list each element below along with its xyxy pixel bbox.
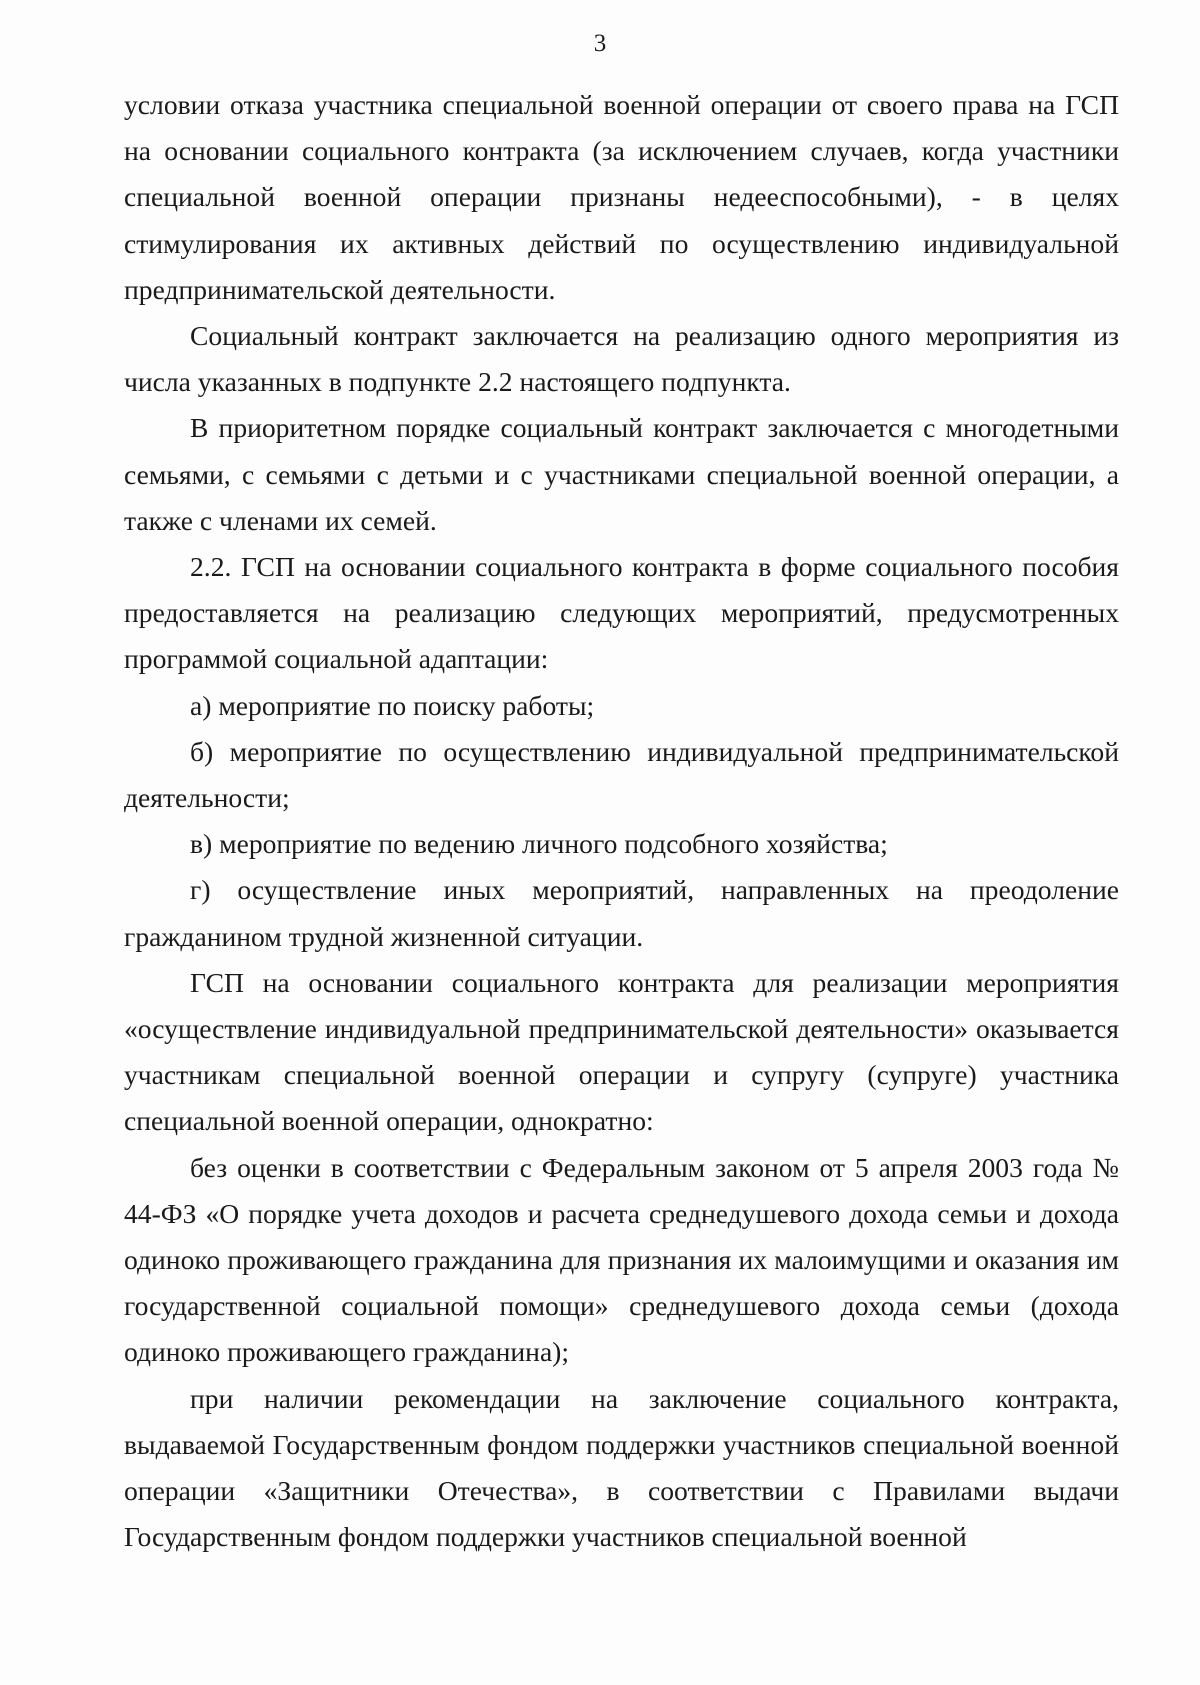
paragraph: условии отказа участника специальной военной операции от своего права на ГСП на основании социального контракта (за исключением случаев, когда участники специальной военной операции признаны недееспособными), - в целях стимулирования их активных действий по осуществлению индивидуальной предпринимательской деятельности. (124, 89, 1119, 305)
paragraph: 2.2. ГСП на основании социального контракта в форме социального пособия предоставляется на реализацию следующих мероприятий, предусмотренных программой социальной адаптации: (124, 551, 1119, 675)
list-item: б) мероприятие по осуществлению индивидуальной предпринимательской деятельности; (124, 735, 1119, 814)
paragraph: Социальный контракт заключается на реализацию одного мероприятия из числа указанных в подпункте 2.2 настоящего подпункта. (124, 320, 1119, 398)
paragraph: без оценки в соответствии с Федеральным законом от 5 апреля 2003 года № 44-ФЗ «О порядке учета доходов и расчета среднедушевого дохода семьи и дохода одиноко проживающего гражданина для признания их малоимущими и оказания им государственной социальной помощи» среднедушевого дохода семьи (дохода одиноко проживающего гражданина); (124, 1151, 1119, 1368)
paragraph: при наличии рекомендации на заключение социального контракта, выдаваемой Государственным фондом поддержки участников специальной военной операции «Защитники Отечества», в соответствии с Правилами выдачи Государственным фондом поддержки участников специальной военной (124, 1382, 1119, 1553)
list-item: г) осуществление иных мероприятий, направленных на преодоление гражданином трудной жизненной ситуации. (124, 874, 1119, 952)
page-number: 3 (593, 30, 607, 57)
list-item: в) мероприятие по ведению личного подсобного хозяйства; (190, 828, 888, 860)
paragraph: ГСП на основании социального контракта для реализации мероприятия «осуществление индивидуальной предпринимательской деятельности» оказывается участникам специальной военной операции и супругу (супруге) участника специальной военной операции, однократно: (124, 966, 1119, 1137)
list-item: а) мероприятие по поиску работы; (190, 689, 595, 721)
document-body (124, 82, 1119, 1561)
paragraph: В приоритетном порядке социальный контракт заключается с многодетными семьями, с семьями с детьми и с участниками специальной военной операции, а также с членами их семей. (124, 412, 1119, 536)
